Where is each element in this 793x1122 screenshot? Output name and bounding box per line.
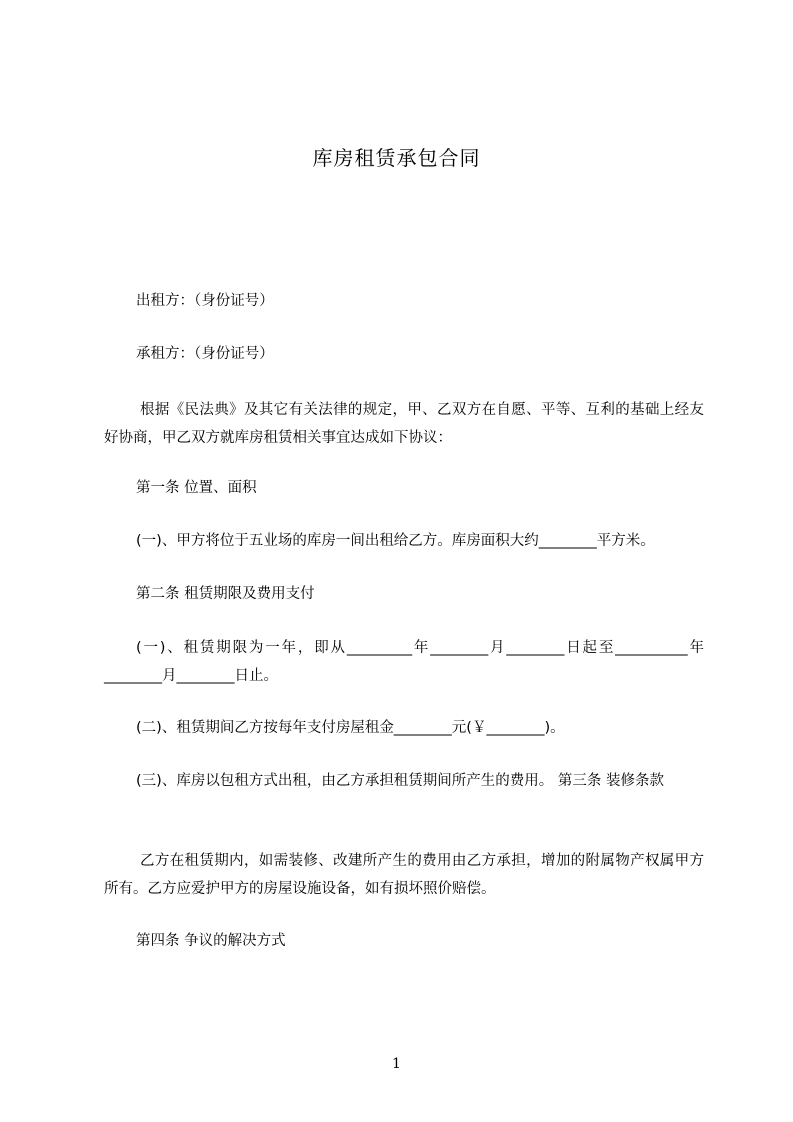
article2-item1: (一)、租赁期限为一年，即从_________年________月________日起至__________年________月________日止。 <box>104 640 704 684</box>
article4-heading: 第四条 争议的解决方式 <box>136 933 286 949</box>
article3-body: 乙方在租赁期内，如需装修、改建所产生的费用由乙方承担，增加的附属物产权属甲方所有。乙方应爱护甲方的房屋设施设备，如有损坏照价赔偿。 <box>104 853 704 897</box>
page-number: 1 <box>392 1056 401 1072</box>
article1-item1: (一)、甲方将位于五业场的库房一间出租给乙方。库房面积大约________平方米。 <box>136 533 655 549</box>
article1-heading: 第一条 位置、面积 <box>136 480 257 496</box>
article2-heading: 第二条 租赁期限及费用支付 <box>136 586 315 602</box>
preamble-paragraph: 根据《民法典》及其它有关法律的规定，甲、乙双方在自愿、平等、互利的基础上经友好协商，甲乙双方就库房租赁相关事宜达成如下协议： <box>104 402 704 446</box>
article2-item3-and-article3-heading: (三)、库房以包租方式出租，由乙方承担租赁期间所产生的费用。 第三条 装修条款 <box>136 773 665 789</box>
lessor-line: 出租方：（身份证号） <box>136 293 274 309</box>
document-title: 库房租赁承包合同 <box>312 146 481 170</box>
lessee-line: 承租方：（身份证号） <box>136 346 274 362</box>
article2-item2: (二)、租赁期间乙方按每年支付房屋租金________元(￥________)。 <box>136 720 565 736</box>
